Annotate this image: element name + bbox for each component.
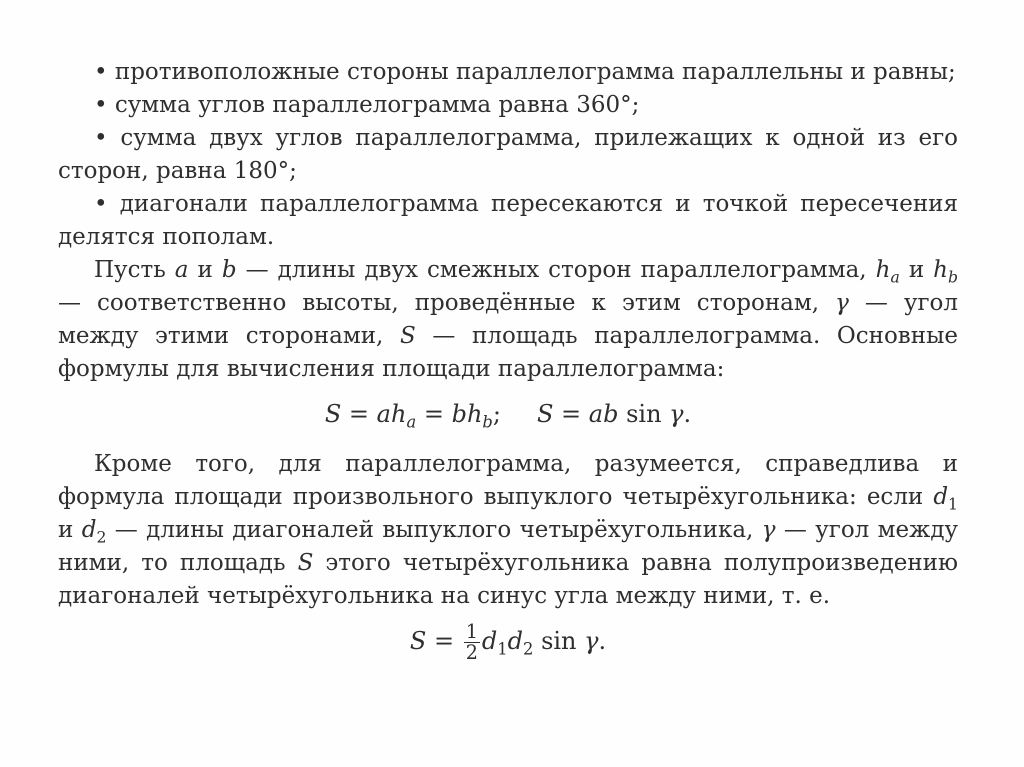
paragraph-quadrilateral: Кроме того, для параллелограмма, разумеется, справедлива и формула площади произвольного выпуклого четырёхугольника: если $d_1$ и $d_2$ — длины диагоналей выпуклого четырёхугольника, γ — угол между ними, то площадь S этого четырёхугольника равна полупроизведению диагоналей четырёхугольника на синус угла между ними, т. е. [58, 451, 959, 609]
formula-area-parallelogram: $S = ah_a = bh_b$; S = ab sin γ. [324, 400, 692, 432]
bullet-item-2: • сумма углов параллелограмма равна 360°; [94, 92, 640, 118]
bullet-item-4: • диагонали параллелограмма пересекаются и точкой пересечения делятся пополам. [58, 191, 958, 250]
fraction-one-half: $\frac{1}{2}$ [465, 619, 478, 664]
text-block [58, 56, 958, 677]
formula-area-quadrilateral: S = $\frac{1}{2}$ $d_1d_2$ sin γ. [409, 619, 607, 664]
bullet-item-3: • сумма двух углов параллелограмма, прилежащих к одной из его сторон, равна 180°; [58, 125, 958, 184]
paragraph-definitions: Пусть a и b — длины двух смежных сторон параллелограмма, $h_a$ и $h_b$ — соответственно высоты, проведённые к этим сторонам, γ — угол между этими сторонами, S — площадь параллелограмма. Основные формулы для вычисления площади параллелограмма: [58, 257, 959, 382]
bullet-item-1: • противоположные стороны параллелограмма параллельны и равны; [94, 59, 956, 85]
